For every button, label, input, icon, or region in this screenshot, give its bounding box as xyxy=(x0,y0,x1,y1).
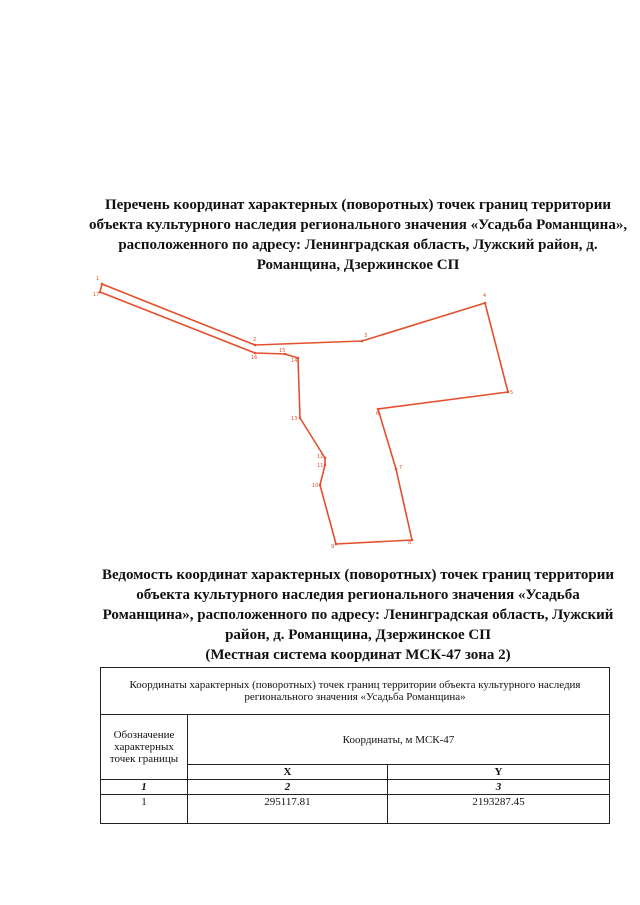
column-index-2: 2 xyxy=(188,780,388,795)
boundary-point-label: 6 xyxy=(376,411,380,417)
x-header: X xyxy=(188,765,388,780)
boundary-point-marker xyxy=(335,543,338,546)
boundary-point-label: 13 xyxy=(291,416,298,422)
boundary-point-label: 9 xyxy=(331,544,335,550)
boundary-point-label: 3 xyxy=(364,333,368,339)
boundary-point-label: 10 xyxy=(312,483,319,489)
boundary-point-marker xyxy=(377,408,380,411)
y-cell: 2193287.45 xyxy=(387,795,609,824)
boundary-line xyxy=(100,284,508,544)
boundary-point-label: 2 xyxy=(253,337,257,343)
boundary-point-marker xyxy=(324,464,327,467)
boundary-point-marker xyxy=(101,283,104,286)
boundary-point-label: 1 xyxy=(96,276,100,282)
boundary-point-marker xyxy=(254,352,257,355)
boundary-point-label: 11 xyxy=(317,463,324,469)
statement-heading-line: район, д. Романщина, Дзержинское СП xyxy=(225,627,491,643)
coordinates-header: Координаты, м МСК-47 xyxy=(188,715,610,765)
table-caption: Координаты характерных (поворотных) точек границ территории объекта культурного наследия регионального значения «Усадьба Романщина» xyxy=(101,668,610,715)
statement-heading-line: объекта культурного наследия регионального значения «Усадьба xyxy=(136,587,580,603)
table-row xyxy=(101,795,610,824)
column-index-3: 3 xyxy=(387,780,609,795)
boundary-point-marker xyxy=(299,417,302,420)
list-heading: Перечень координат характерных (поворотных) точек границ территории объекта культурного наследия регионального значения «Усадьба Романщина», расположенного по адресу: Ленинградская область, Лужский район, д. Романщина, Дзержинское СП xyxy=(88,197,628,273)
statement-heading-line: Ведомость координат характерных (поворотных) точек границ территории xyxy=(101,567,615,583)
boundary-point-marker xyxy=(361,340,364,343)
boundary-point-marker xyxy=(484,302,487,305)
boundary-point-label: 16 xyxy=(251,355,258,361)
coordinates-table xyxy=(100,667,610,824)
boundary-point-label: 14 xyxy=(291,358,298,364)
boundary-point-marker xyxy=(395,468,398,471)
statement-heading xyxy=(78,565,638,665)
column-index-1: 1 xyxy=(101,780,188,795)
boundary-point-label: 4 xyxy=(483,293,487,299)
boundary-point-marker xyxy=(324,457,327,460)
boundary-point-label: 5 xyxy=(510,390,514,396)
boundary-plan xyxy=(80,272,540,557)
point-code-header: Обозначение характерных точек границы xyxy=(101,715,188,780)
statement-heading-line: Романщина», расположенного по адресу: Ленинградская область, Лужский xyxy=(102,607,614,623)
boundary-point-label: 7 xyxy=(399,465,403,471)
boundary-point-labels xyxy=(93,276,513,550)
boundary-point-label: 12 xyxy=(317,454,324,460)
coordinate-system-line: (Местная система координат МСК-47 зона 2) xyxy=(205,647,511,663)
boundary-point-marker xyxy=(507,391,510,394)
y-header: Y xyxy=(387,765,609,780)
boundary-outline xyxy=(99,283,510,546)
point-cell: 1 xyxy=(101,795,188,824)
x-cell: 295117.81 xyxy=(188,795,388,824)
boundary-point-marker xyxy=(254,344,257,347)
boundary-point-marker xyxy=(319,484,322,487)
boundary-point-label: 8 xyxy=(408,540,412,546)
boundary-point-label: 15 xyxy=(279,348,286,354)
boundary-point-label: 17 xyxy=(93,292,100,298)
